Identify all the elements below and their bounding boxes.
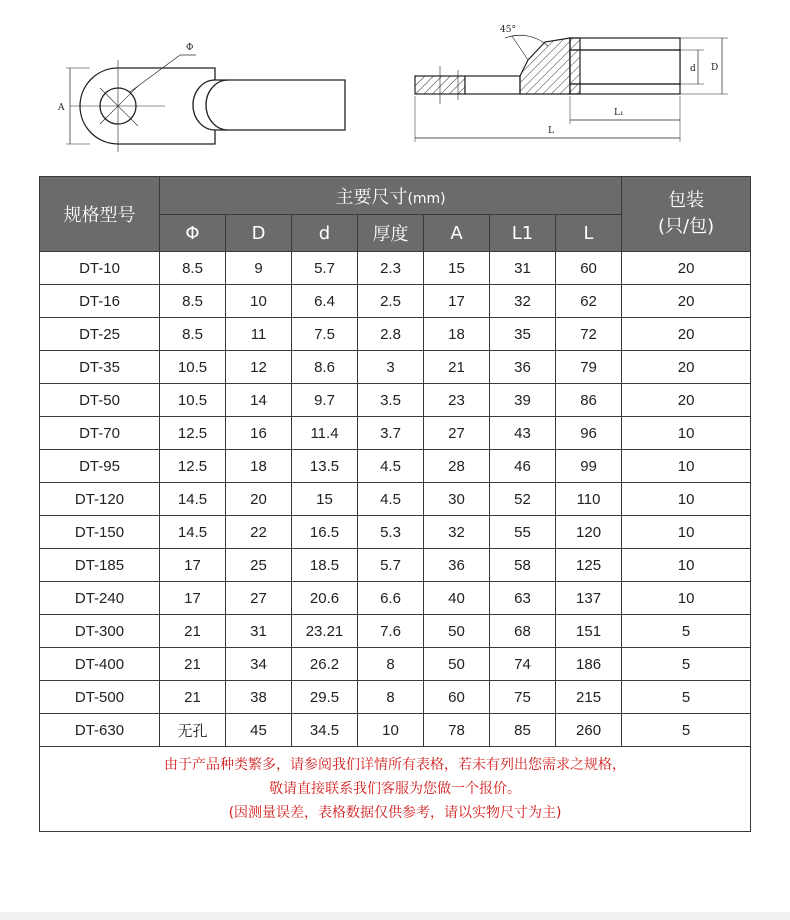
cell-value: 23.21: [292, 615, 358, 648]
cell-value: 60: [556, 252, 622, 285]
cell-value: 86: [556, 384, 622, 417]
note-line-1: 由于产品种类繁多，请参阅我们详情所有表格，若未有列出您需求之规格，: [164, 757, 627, 773]
angle-label: 45°: [500, 25, 516, 35]
cell-value: 3.5: [358, 384, 424, 417]
cell-model: DT-35: [40, 351, 160, 384]
cell-model: DT-400: [40, 648, 160, 681]
cell-value: 34: [226, 648, 292, 681]
header-col-L: L: [556, 215, 622, 252]
cell-value: 52: [490, 483, 556, 516]
cell-value: 38: [226, 681, 292, 714]
table-row: [40, 549, 751, 582]
header-main-dims-label: 主要尺寸: [335, 186, 408, 208]
cell-value: 120: [556, 516, 622, 549]
header-col-d: d: [292, 215, 358, 252]
cell-value: 8.5: [160, 252, 226, 285]
table-row: [40, 483, 751, 516]
cell-value: 2.3: [358, 252, 424, 285]
cell-package: 20: [622, 351, 751, 384]
cell-value: 22: [226, 516, 292, 549]
table-note: [40, 747, 751, 832]
header-model: 规格型号: [40, 177, 160, 252]
table-row: [40, 384, 751, 417]
table-row: [40, 351, 751, 384]
cell-value: 99: [556, 450, 622, 483]
cell-package: 5: [622, 648, 751, 681]
header-main-dims-unit: (mm): [407, 190, 446, 207]
cell-model: DT-25: [40, 318, 160, 351]
cell-value: 30: [424, 483, 490, 516]
header-col-phi: Φ: [160, 215, 226, 252]
cell-value: 4.5: [358, 483, 424, 516]
cell-value: 55: [490, 516, 556, 549]
cell-value: 60: [424, 681, 490, 714]
cell-value: 13.5: [292, 450, 358, 483]
cell-value: 5.3: [358, 516, 424, 549]
cell-value: 无孔: [160, 714, 226, 747]
cell-model: DT-300: [40, 615, 160, 648]
table-row: [40, 516, 751, 549]
header-package-line2: (只/包): [658, 216, 715, 237]
cell-value: 18: [424, 318, 490, 351]
table-row: [40, 648, 751, 681]
cell-value: 36: [490, 351, 556, 384]
cell-package: 10: [622, 549, 751, 582]
cell-value: 8.5: [160, 285, 226, 318]
cell-value: 68: [490, 615, 556, 648]
cell-package: 20: [622, 252, 751, 285]
cell-value: 137: [556, 582, 622, 615]
cell-value: 6.4: [292, 285, 358, 318]
cell-value: 2.8: [358, 318, 424, 351]
cell-value: 20.6: [292, 582, 358, 615]
cell-value: 75: [490, 681, 556, 714]
header-main-dims: [160, 177, 622, 215]
cell-model: DT-240: [40, 582, 160, 615]
cell-model: DT-95: [40, 450, 160, 483]
table-row: [40, 285, 751, 318]
phi-label: Φ: [186, 43, 194, 53]
cell-value: 58: [490, 549, 556, 582]
cell-value: 12: [226, 351, 292, 384]
cell-value: 14.5: [160, 516, 226, 549]
table-row: [40, 714, 751, 747]
cell-value: 3.7: [358, 417, 424, 450]
d-label: d: [690, 64, 696, 74]
note-line-3: (因测量误差，表格数据仅供参考，请以实物尺寸为主): [228, 805, 562, 821]
cell-value: 5.7: [292, 252, 358, 285]
cell-value: 26.2: [292, 648, 358, 681]
header-col-A: A: [424, 215, 490, 252]
cell-value: 215: [556, 681, 622, 714]
cell-value: 7.5: [292, 318, 358, 351]
cell-value: 11.4: [292, 417, 358, 450]
cell-value: 2.5: [358, 285, 424, 318]
l1-label: L₁: [614, 108, 624, 118]
cell-value: 25: [226, 549, 292, 582]
cell-package: 10: [622, 516, 751, 549]
table-row: [40, 582, 751, 615]
note-line-2: 敬请直接联系我们客服为您做一个报价。: [269, 781, 522, 797]
cell-model: DT-630: [40, 714, 160, 747]
cell-value: 34.5: [292, 714, 358, 747]
cell-value: 21: [424, 351, 490, 384]
cell-package: 20: [622, 285, 751, 318]
cell-value: 17: [160, 549, 226, 582]
cell-value: 46: [490, 450, 556, 483]
cell-value: 43: [490, 417, 556, 450]
cell-value: 7.6: [358, 615, 424, 648]
cell-value: 29.5: [292, 681, 358, 714]
cell-value: 31: [490, 252, 556, 285]
cell-value: 62: [556, 285, 622, 318]
cell-package: 5: [622, 714, 751, 747]
cell-value: 36: [424, 549, 490, 582]
cell-value: 50: [424, 648, 490, 681]
cell-value: 21: [160, 681, 226, 714]
header-col-D: D: [226, 215, 292, 252]
cell-value: 12.5: [160, 417, 226, 450]
table-row: [40, 252, 751, 285]
cell-value: 63: [490, 582, 556, 615]
cell-value: 40: [424, 582, 490, 615]
cell-model: DT-70: [40, 417, 160, 450]
cell-package: 20: [622, 318, 751, 351]
cell-value: 10.5: [160, 351, 226, 384]
table-header: [40, 177, 751, 252]
cell-value: 50: [424, 615, 490, 648]
cell-value: 8.5: [160, 318, 226, 351]
cell-package: 10: [622, 483, 751, 516]
cell-package: 5: [622, 615, 751, 648]
cell-value: 6.6: [358, 582, 424, 615]
header-package: [622, 177, 751, 252]
cell-value: 74: [490, 648, 556, 681]
cell-value: 15: [292, 483, 358, 516]
cell-model: DT-185: [40, 549, 160, 582]
cell-value: 186: [556, 648, 622, 681]
cell-value: 11: [226, 318, 292, 351]
cell-value: 260: [556, 714, 622, 747]
top-view: [66, 55, 345, 152]
header-package-line1: 包装: [668, 190, 705, 211]
cell-model: DT-16: [40, 285, 160, 318]
cell-value: 110: [556, 483, 622, 516]
cell-value: 14.5: [160, 483, 226, 516]
cell-value: 16: [226, 417, 292, 450]
cell-package: 20: [622, 384, 751, 417]
cell-value: 85: [490, 714, 556, 747]
table-body: [40, 252, 751, 747]
cell-value: 28: [424, 450, 490, 483]
cell-value: 5.7: [358, 549, 424, 582]
cell-value: 27: [424, 417, 490, 450]
cell-value: 27: [226, 582, 292, 615]
cell-value: 18.5: [292, 549, 358, 582]
bottom-divider: [0, 912, 790, 920]
cell-package: 10: [622, 417, 751, 450]
header-col-L1: L1: [490, 215, 556, 252]
a-label: A: [58, 103, 65, 113]
cell-value: 10.5: [160, 384, 226, 417]
header-col-thickness: 厚度: [358, 215, 424, 252]
cell-value: 10: [226, 285, 292, 318]
cell-package: 5: [622, 681, 751, 714]
cell-value: 79: [556, 351, 622, 384]
cell-value: 96: [556, 417, 622, 450]
cell-value: 32: [490, 285, 556, 318]
side-section-view: [415, 35, 728, 142]
table-row: [40, 417, 751, 450]
cell-value: 16.5: [292, 516, 358, 549]
cell-value: 14: [226, 384, 292, 417]
cell-value: 12.5: [160, 450, 226, 483]
cell-model: DT-120: [40, 483, 160, 516]
cell-value: 78: [424, 714, 490, 747]
cell-value: 17: [424, 285, 490, 318]
cell-model: DT-500: [40, 681, 160, 714]
l-label: L: [548, 126, 554, 136]
cell-value: 21: [160, 648, 226, 681]
cell-value: 18: [226, 450, 292, 483]
cell-value: 8.6: [292, 351, 358, 384]
cell-package: 10: [622, 450, 751, 483]
cell-value: 9: [226, 252, 292, 285]
cell-model: DT-10: [40, 252, 160, 285]
cell-value: 17: [160, 582, 226, 615]
cable-lug-diagram: [0, 0, 790, 165]
cell-value: 10: [358, 714, 424, 747]
cell-value: 8: [358, 681, 424, 714]
cell-value: 21: [160, 615, 226, 648]
cell-value: 20: [226, 483, 292, 516]
cell-value: 32: [424, 516, 490, 549]
cell-value: 23: [424, 384, 490, 417]
table-row: [40, 615, 751, 648]
cell-value: 4.5: [358, 450, 424, 483]
table-row: [40, 681, 751, 714]
D-label: D: [711, 63, 719, 73]
cell-value: 31: [226, 615, 292, 648]
spec-table: [39, 176, 751, 832]
cell-value: 3: [358, 351, 424, 384]
cell-value: 15: [424, 252, 490, 285]
cell-model: DT-50: [40, 384, 160, 417]
cell-value: 9.7: [292, 384, 358, 417]
technical-drawing: [0, 0, 790, 165]
cell-package: 10: [622, 582, 751, 615]
cell-value: 39: [490, 384, 556, 417]
cell-value: 72: [556, 318, 622, 351]
cell-value: 151: [556, 615, 622, 648]
table-row: [40, 450, 751, 483]
table-row: [40, 318, 751, 351]
cell-value: 125: [556, 549, 622, 582]
cell-value: 45: [226, 714, 292, 747]
cell-model: DT-150: [40, 516, 160, 549]
cell-value: 8: [358, 648, 424, 681]
cell-value: 35: [490, 318, 556, 351]
